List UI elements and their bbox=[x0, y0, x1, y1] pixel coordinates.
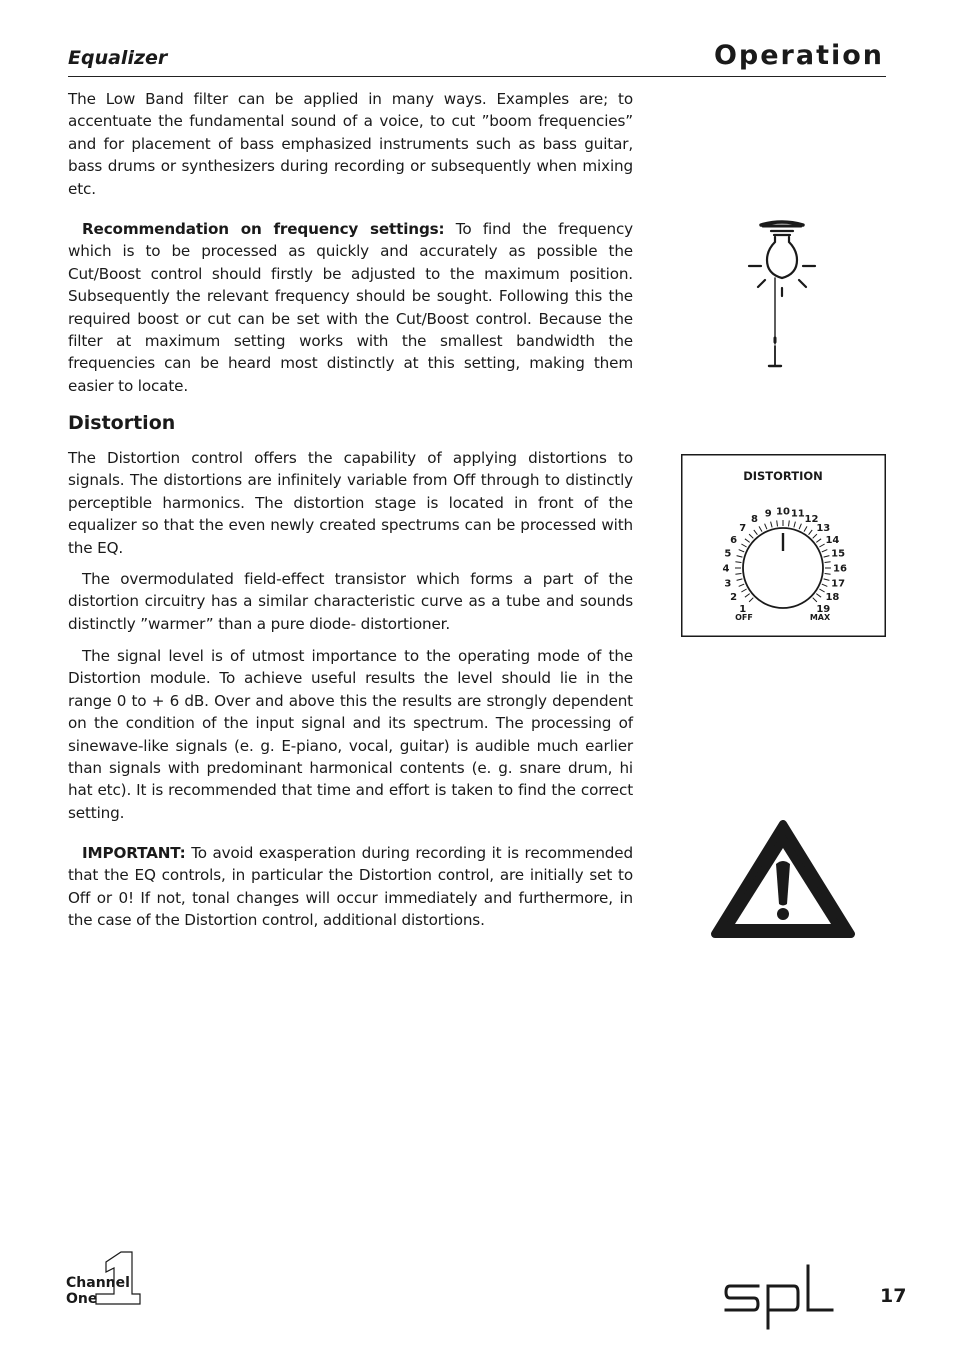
knob-scale-label: 14 bbox=[825, 535, 840, 546]
knob-max-label: MAX bbox=[809, 613, 831, 622]
channel-one-logo bbox=[66, 1248, 144, 1308]
knob-scale-label: 4 bbox=[722, 563, 730, 575]
low-band-paragraph: The Low Band filter can be applied in many ways. Examples are; to accentuate the fundamental sound of a voice, to cut ”boom frequencies” and for placement of bass emphasized instruments such as bass guitar, bass drums or synthesizers during recording or subsequently when mixing etc. bbox=[68, 90, 633, 198]
important-text: To avoid exasperation during recording it is recommended that the EQ controls, in particular the Distortion control, are initially set to Off or 0! If not, tonal changes will occur immediately and furthermore, in the case of the Distortion control, additional distortions. bbox=[68, 844, 633, 930]
knob-min-label: OFF bbox=[735, 613, 753, 622]
knob-scale-label: 5 bbox=[724, 548, 732, 560]
important-paragraph bbox=[68, 842, 633, 932]
warning-triangle-icon bbox=[711, 820, 855, 940]
recommendation-paragraph bbox=[68, 218, 633, 397]
knob-scale-label: 17 bbox=[831, 578, 846, 590]
knob-scale-label: 11 bbox=[790, 508, 805, 520]
knob-scale-label: 2 bbox=[730, 592, 738, 603]
page-number: 17 bbox=[880, 1285, 907, 1307]
knob-scale-label: 10 bbox=[776, 506, 790, 518]
distortion-paragraph-1: The Distortion control offers the capability of applying distortions to signals. The distortions are infinitely variable from Off through to distinctly perceptible harmonics. The distortion stage is located in front of the equalizer so that the even newly created spectrums can be processed with the EQ. bbox=[68, 449, 633, 557]
distortion-knob-panel bbox=[681, 454, 886, 637]
distortion-paragraph-2: The overmodulated field-effect transistor which forms a part of the distortion circuitry has a similar characteristic curve as a tube and sounds distinctly ”warmer” than a pure diode- distortioner. bbox=[68, 570, 633, 633]
important-label: IMPORTANT: bbox=[82, 844, 186, 862]
knob-scale-label: 3 bbox=[724, 578, 732, 590]
knob-scale-label: 12 bbox=[804, 514, 819, 526]
knob-scale-label: 13 bbox=[816, 523, 831, 535]
logo-line-1: Channel bbox=[66, 1275, 130, 1291]
knob-scale-label: 1 bbox=[739, 603, 747, 615]
spl-logo bbox=[724, 1262, 836, 1332]
header-rule bbox=[68, 76, 886, 77]
logo-line-2: One bbox=[66, 1291, 98, 1307]
recommendation-text: To find the frequency which is to be processed as quickly and accurately as possible the Cut/Boost control should firstly be adjusted to the maximum position. Subsequently the relevant frequency should be sought. Following this the required boost or cut can be set with the Cut/Boost control. Because the filter at maximum setting works with the smallest bandwidth the frequencies can be heard most distinctly at this setting, making them easier to locate. bbox=[68, 220, 633, 395]
light-bulb-icon bbox=[745, 220, 820, 370]
knob-scale-label: 15 bbox=[831, 548, 846, 560]
knob-scale-label: 18 bbox=[825, 592, 840, 603]
knob-title: DISTORTION bbox=[743, 469, 823, 483]
knob-scale-label: 19 bbox=[816, 603, 831, 615]
knob-scale-label: 7 bbox=[739, 523, 747, 535]
knob-scale-label: 16 bbox=[833, 563, 847, 575]
knob-scale-label: 9 bbox=[764, 508, 772, 520]
section-title: Equalizer bbox=[68, 47, 168, 69]
chapter-title: Operation bbox=[713, 40, 884, 71]
distortion-heading: Distortion bbox=[68, 412, 176, 434]
distortion-paragraph-3: The signal level is of utmost importance to the operating mode of the Distortion module. To achieve useful results the level should lie in the range 0 to + 6 dB. Over and above this the results are strongly dependent on the condition of the input signal and its spectrum. The processing of sinewave-like signals (e. g. E-piano, vocal, guitar) is audible much earlier than signals with predominant harmonical contents (e. g. snare drum, hi hat etc). It is recommended that time and effort is taken to find the correct setting. bbox=[68, 647, 633, 822]
recommendation-label: Recommendation on frequency settings: bbox=[82, 220, 445, 238]
knob-scale-label: 6 bbox=[730, 535, 738, 546]
knob-scale-label: 8 bbox=[751, 514, 758, 526]
